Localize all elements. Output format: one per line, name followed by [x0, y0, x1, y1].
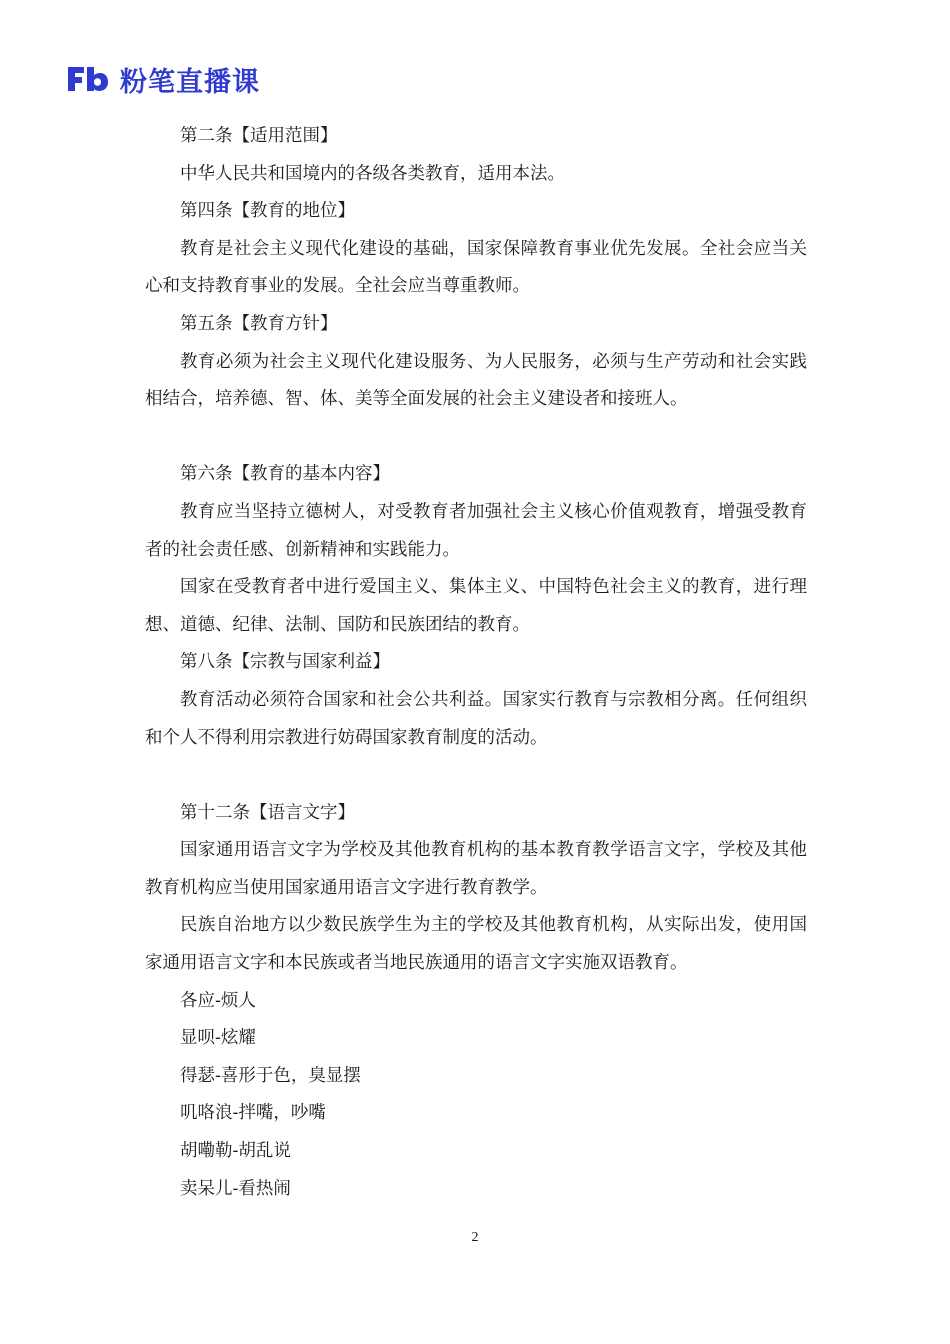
article-text: 国家通用语言文字为学校及其他教育机构的基本教育教学语言文字，学校及其他教育机构应当使用国家通用语言文字进行教育教学。: [145, 840, 807, 898]
article-text: 教育活动必须符合国家和社会公共利益。国家实行教育与宗教相分离。任何组织和个人不得利用宗教进行妨碍国家教育制度的活动。: [145, 689, 807, 748]
brand-logo: [66, 60, 260, 98]
article-text: 教育是社会主义现代化建设的基础，国家保障教育事业优先发展。全社会应当关心和支持教育事业的发展。全社会应当尊重教师。: [145, 238, 807, 297]
article-heading: 第六条【教育的基本内容】: [180, 464, 390, 485]
article-text: 国家在受教育者中进行爱国主义、集体主义、中国特色社会主义的教育，进行理想、道德、纪律、法制、国防和民族团结的教育。: [145, 577, 807, 635]
document-body: [145, 118, 807, 1208]
dialect-entry: 卖呆儿-看热闹: [180, 1178, 291, 1199]
article-heading: 第五条【教育方针】: [180, 313, 338, 334]
article-heading: 第八条【宗教与国家利益】: [180, 652, 390, 673]
dialect-entry: 叽咯浪-拌嘴，吵嘴: [180, 1103, 326, 1124]
blank-line: [145, 419, 807, 457]
dialect-entry: 胡嘞勒-胡乱说: [180, 1141, 291, 1162]
article-text: 教育应当坚持立德树人，对受教育者加强社会主义核心价值观教育，增强受教育者的社会责任感、创新精神和实践能力。: [145, 501, 807, 560]
dialect-entry: 显呗-炫耀: [180, 1028, 256, 1049]
article-text: 教育必须为社会主义现代化建设服务、为人民服务，必须与生产劳动和社会实践相结合，培养德、智、体、美等全面发展的社会主义建设者和接班人。: [145, 351, 807, 410]
fb-logo-icon: [66, 63, 110, 95]
article-text: 民族自治地方以少数民族学生为主的学校及其他教育机构，从实际出发，使用国家通用语言文字和本民族或者当地民族通用的语言文字实施双语教育。: [145, 915, 807, 974]
article-text: 中华人民共和国境内的各级各类教育，适用本法。: [180, 163, 565, 184]
dialect-entry: 得瑟-喜形于色，臭显摆: [180, 1065, 361, 1086]
dialect-entry: 各应-烦人: [180, 990, 256, 1011]
article-heading: 第十二条【语言文字】: [180, 802, 355, 823]
brand-name: 粉笔直播课: [120, 66, 260, 98]
blank-line: [145, 757, 807, 795]
page-number: 2: [471, 1230, 479, 1245]
article-heading: 第四条【教育的地位】: [180, 201, 355, 222]
article-heading: 第二条【适用范围】: [180, 126, 338, 146]
